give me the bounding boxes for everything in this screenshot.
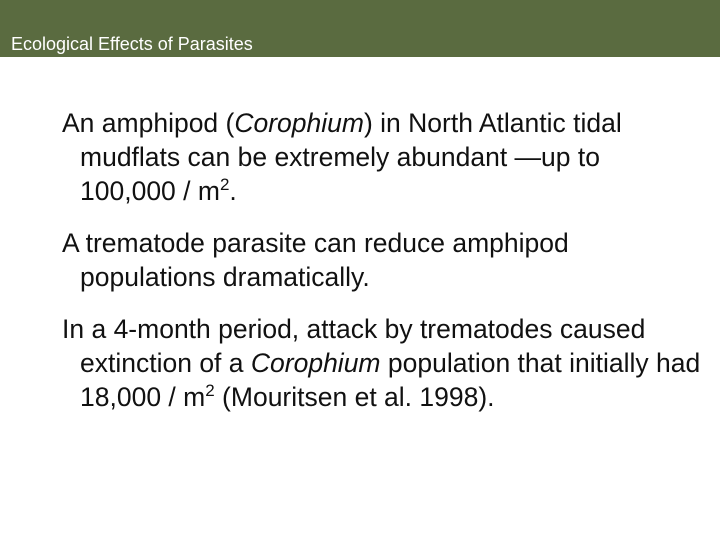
paragraph-extinction-study [62,312,702,414]
p2-text: A trematode parasite can reduce amphipod populations dramatically. [62,228,569,292]
title-bar [0,0,720,57]
p1-text-b: ) in North Atlantic tidal mudflats can be extremely abundant —up to 100,000 / m [80,108,622,206]
slide-body [62,106,702,432]
p1-text-a: An amphipod ( [62,108,235,138]
p3-text-b: population that initially had 18,000 / m [80,348,701,412]
slide-title: Ecological Effects of Parasites [11,34,253,54]
p3-text-a: In a 4-month period, attack by trematodes caused extinction of a [62,314,646,378]
p3-genus-name: Corophium [250,348,381,378]
p3-superscript: 2 [205,381,215,400]
p3-text-c: (Mouritsen et al. 1998). [214,382,495,412]
paragraph-trematode-effect [62,226,702,294]
p1-superscript: 2 [219,175,230,194]
p1-genus-name: Corophium [234,108,364,138]
p1-text-c: . [229,176,237,206]
paragraph-corophium-abundance [62,106,702,208]
